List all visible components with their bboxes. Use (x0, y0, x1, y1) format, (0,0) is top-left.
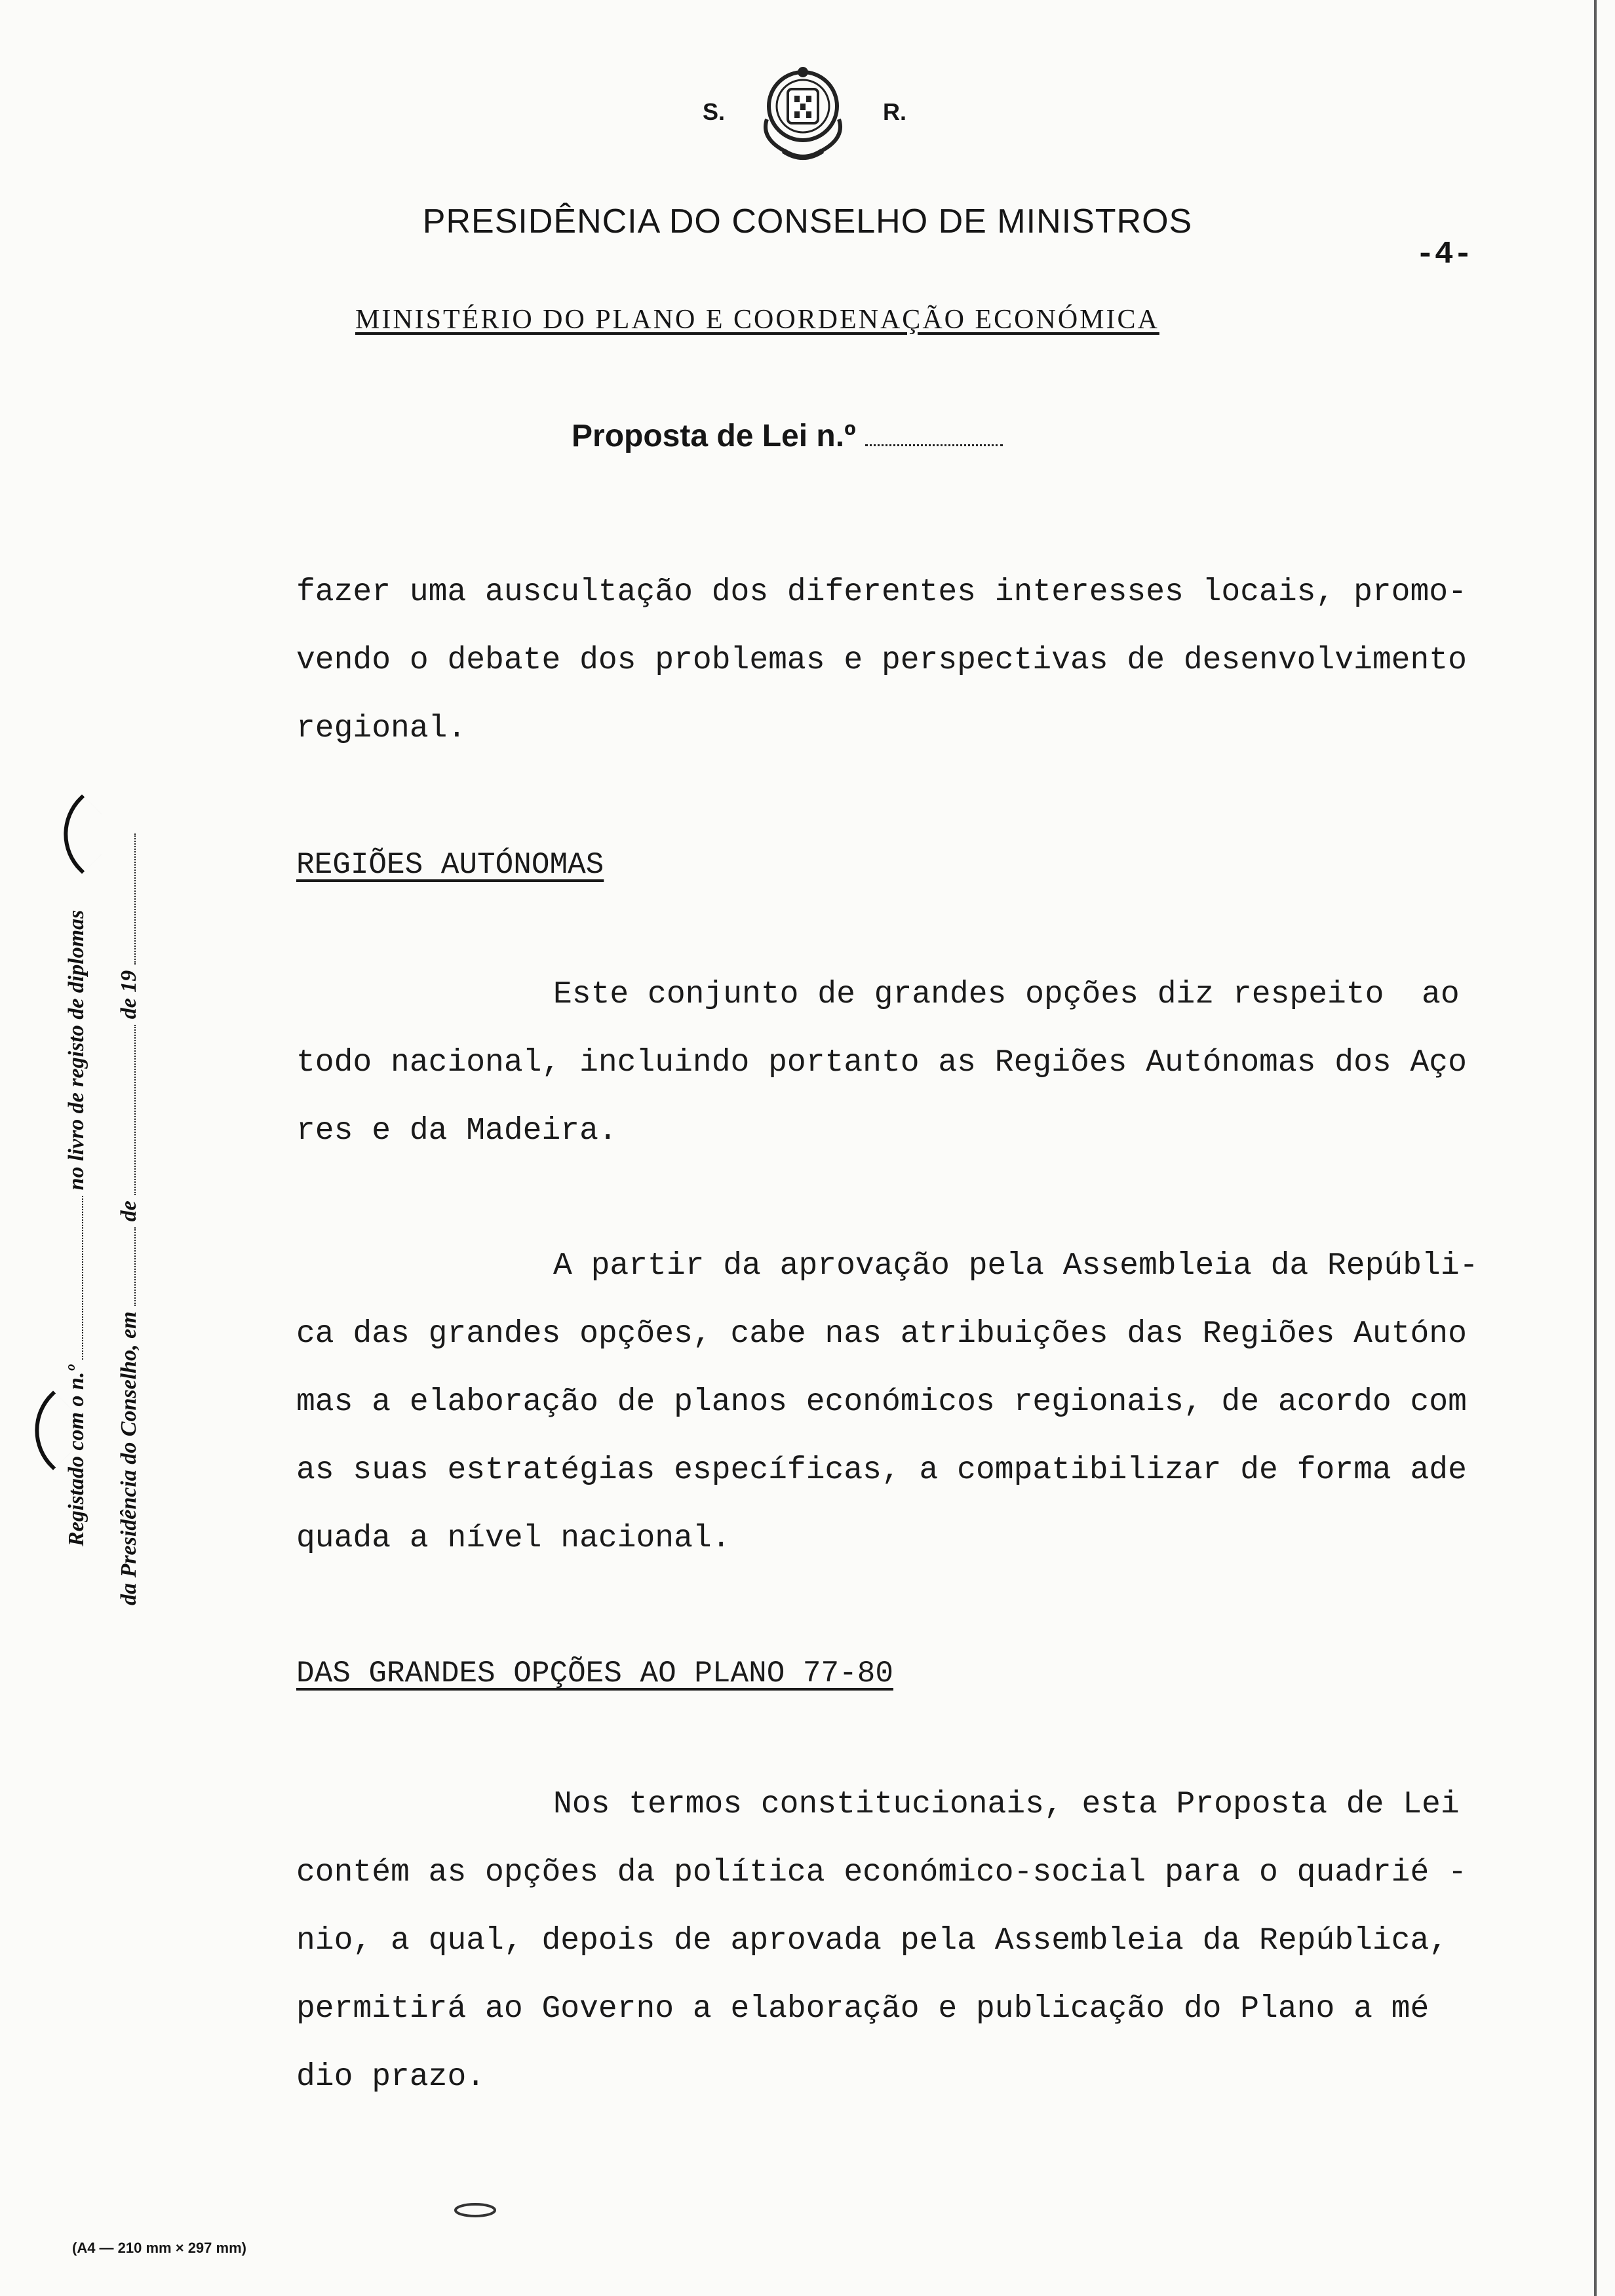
page-edge (1594, 0, 1597, 2296)
margin-blank (129, 1025, 136, 1195)
text-line: permitirá ao Governo a elaboração e publicação do Plano a mé (296, 1991, 1430, 2027)
heading-text: DAS GRANDES OPÇÕES AO PLANO 77-80 (296, 1656, 893, 1691)
paragraph-4 (296, 1770, 1542, 2111)
paragraph-3 (296, 1232, 1542, 1573)
text-line: quada a nível nacional. (296, 1521, 731, 1556)
header-letter-s: S. (703, 98, 726, 125)
proposta-number-blank (865, 438, 1003, 446)
coat-of-arms-icon (747, 60, 859, 172)
margin-registration-line2 (117, 833, 142, 1605)
text-line: ca das grandes opções, cabe nas atribuições das Regiões Autóno (296, 1316, 1467, 1352)
margin-blank (77, 1196, 83, 1360)
text-line: nio, a qual, depois de aprovada pela Assembleia da República, (296, 1923, 1449, 1959)
text-line: res e da Madeira. (296, 1113, 617, 1149)
binding-hole-mark (42, 794, 122, 874)
text-line: contém as opções da política económico-social para o quadrié - (296, 1855, 1467, 1890)
margin-registry-text: no livro de registo de diplomas (64, 909, 88, 1191)
ministry-title: MINISTÉRIO DO PLANO E COORDENAÇÃO ECONÓMICA (355, 305, 1159, 335)
text-line: Este conjunto de grandes opções diz respeito ao (553, 977, 1460, 1012)
margin-registration-text: Registado com o n.º (64, 1365, 88, 1546)
header-letter-r: R. (883, 98, 906, 125)
text-line: dio prazo. (296, 2059, 486, 2095)
margin-blank (129, 1227, 136, 1306)
text-line: A partir da aprovação pela Assembleia da Repúbli- (553, 1248, 1479, 1284)
margin-presidency-text: da Presidência do Conselho, em (117, 1311, 141, 1605)
heading-text: REGIÕES AUTÓNOMAS (296, 848, 604, 882)
presidency-title: PRESIDÊNCIA DO CONSELHO DE MINISTROS (422, 202, 1193, 240)
section-heading-regioes (296, 845, 1542, 885)
proposta-label: Proposta de Lei n.º (572, 419, 856, 453)
text-line: todo nacional, incluindo portanto as Regiões Autónomas dos Aço (296, 1045, 1467, 1081)
paper-format-note: (A4 — 210 mm × 297 mm) (72, 2240, 246, 2256)
text-line: Nos termos constitucionais, esta Proposta de Lei (553, 1787, 1460, 1822)
text-line: as suas estratégias específicas, a compatibilizar de forma ade (296, 1453, 1467, 1488)
text-line: fazer uma auscultação dos diferentes interesses locais, promo- (296, 575, 1467, 610)
margin-de-text: de (117, 1200, 141, 1222)
text-line: vendo o debate dos problemas e perspectivas de desenvolvimento (296, 643, 1467, 678)
ink-smudge-icon (452, 2202, 498, 2219)
page-number: -4- (1416, 237, 1473, 273)
text-line: regional. (296, 711, 467, 746)
paragraph-2 (296, 961, 1542, 1165)
section-heading-plano (296, 1654, 1542, 1693)
text-line: mas a elaboração de planos económicos regionais, de acordo com (296, 1385, 1467, 1420)
paragraph-1 (296, 558, 1542, 763)
proposta-de-lei-row (572, 418, 1003, 454)
margin-blank (129, 833, 136, 965)
margin-year-text: de 19 (117, 970, 141, 1020)
